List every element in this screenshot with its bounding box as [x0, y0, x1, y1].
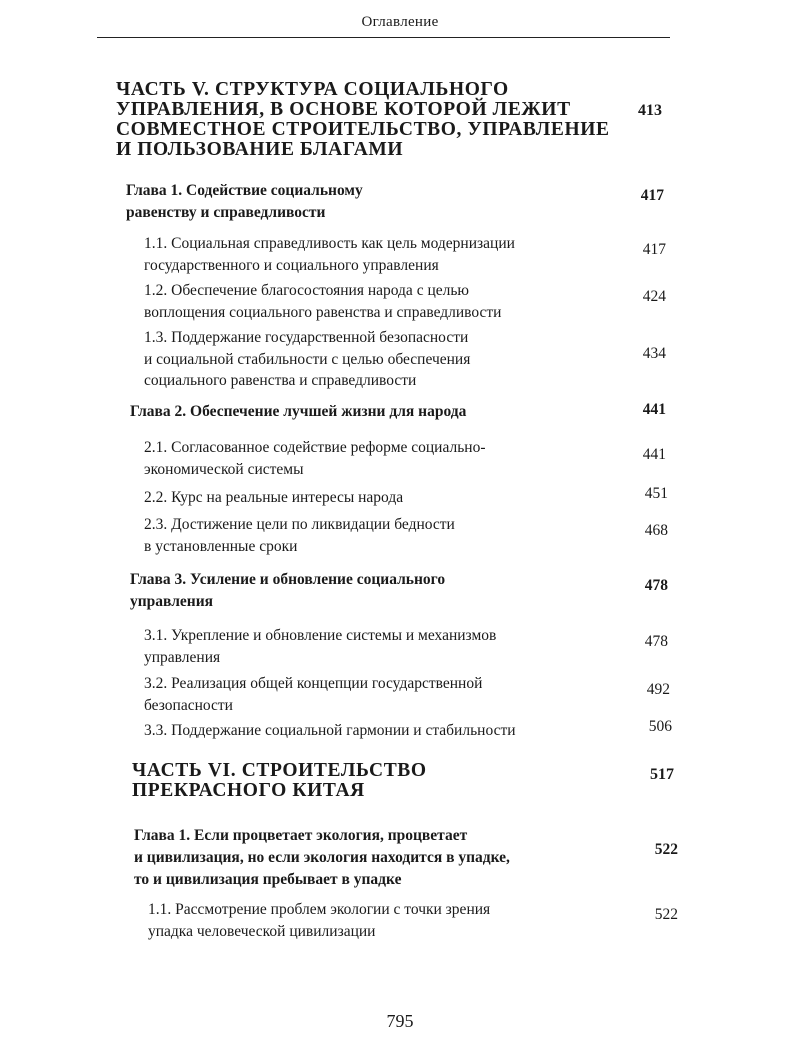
toc-title-line: то и цивилизация пребывает в упадке — [134, 871, 402, 888]
toc-page-number: 522 — [654, 906, 678, 923]
running-title: Оглавление — [361, 14, 439, 30]
toc-page-number: 441 — [642, 401, 666, 418]
toc-page-number: 517 — [650, 766, 674, 783]
toc-title-line: 3.2. Реализация общей концепции государственной — [144, 675, 483, 692]
page-number: 795 — [386, 1011, 414, 1031]
toc-title-line: 2.2. Курс на реальные интересы народа — [144, 489, 404, 506]
toc-title-line: и цивилизация, но если экология находится в упадке, — [134, 849, 510, 866]
header-rule — [97, 37, 670, 38]
toc-section-2-1[interactable] — [144, 437, 604, 480]
toc-part-6[interactable] — [132, 761, 592, 801]
toc-title-line: 2.1. Согласованное содействие реформе социально- — [144, 439, 486, 456]
toc-title-line: экономической системы — [144, 460, 304, 478]
toc-title-line: безопасности — [144, 696, 233, 714]
toc-title-line: 3.3. Поддержание социальной гармонии и стабильности — [144, 722, 516, 739]
toc-title-line: ЧАСТЬ V. СТРУКТУРА СОЦИАЛЬНОГО — [116, 79, 509, 100]
toc-page-number: 417 — [640, 187, 664, 204]
toc-title-line: Глава 1. Если процветает экология, процветает — [134, 827, 468, 844]
toc-page-number: 468 — [644, 522, 668, 539]
toc-title-line: 1.1. Рассмотрение проблем экологии с точки зрения — [148, 901, 491, 918]
toc-title-line: 3.1. Укрепление и обновление системы и механизмов — [144, 627, 497, 644]
toc-page-number: 424 — [642, 288, 666, 305]
toc-page-number: 413 — [638, 102, 662, 119]
toc-title-line: упадка человеческой цивилизации — [148, 922, 376, 940]
toc-title-line: Глава 1. Содействие социальному — [126, 182, 363, 199]
toc-section-3-3[interactable] — [144, 720, 614, 742]
toc-title-line: Глава 2. Обеспечение лучшей жизни для народа — [130, 403, 467, 420]
toc-chapter-5-1[interactable] — [126, 180, 596, 224]
toc-chapter-5-2[interactable] — [130, 401, 600, 423]
toc-title-line: УПРАВЛЕНИЯ, В ОСНОВЕ КОТОРОЙ ЛЕЖИТ — [116, 99, 571, 120]
toc-title-line: СОВМЕСТНОЕ СТРОИТЕЛЬСТВО, УПРАВЛЕНИЕ — [116, 119, 610, 140]
toc-title-line: ЧАСТЬ VI. СТРОИТЕЛЬСТВО — [132, 760, 427, 781]
toc-section-2-2[interactable] — [144, 487, 604, 509]
toc-section-1-2[interactable] — [144, 280, 604, 323]
toc-title-line: ПРЕКРАСНОГО КИТАЯ — [132, 780, 365, 801]
toc-chapter-5-3[interactable] — [130, 569, 600, 613]
toc-section-2-3[interactable] — [144, 514, 604, 557]
toc-page-number: 522 — [654, 841, 678, 858]
toc-page-number: 506 — [648, 718, 672, 735]
toc-title-line: равенству и справедливости — [126, 204, 326, 221]
toc-title-line: государственного и социального управления — [144, 256, 439, 274]
toc-section-6-1-1[interactable] — [148, 899, 608, 942]
toc-section-3-2[interactable] — [144, 673, 604, 716]
toc-title-line: И ПОЛЬЗОВАНИЕ БЛАГАМИ — [116, 139, 404, 160]
toc-chapter-6-1[interactable] — [134, 825, 614, 891]
toc-part-5[interactable] — [116, 80, 716, 160]
toc-page-number: 441 — [642, 446, 666, 463]
toc-page-number: 451 — [644, 485, 668, 502]
toc-title-line: 1.1. Социальная справедливость как цель модернизации — [144, 235, 515, 252]
toc-title-line: 1.2. Обеспечение благосостояния народа с целью — [144, 282, 470, 299]
toc-title-line: управления — [130, 593, 214, 610]
toc-title-line: Глава 3. Усиление и обновление социального — [130, 571, 446, 588]
toc-title-line: социального равенства и справедливости — [144, 372, 417, 389]
toc-section-3-1[interactable] — [144, 625, 604, 668]
toc-title-line: управления — [144, 648, 221, 666]
toc-page-number: 492 — [646, 681, 670, 698]
toc-title-line: 2.3. Достижение цели по ликвидации бедности — [144, 516, 455, 533]
toc-page-number: 478 — [644, 577, 668, 594]
toc-page-number: 417 — [642, 241, 666, 258]
toc-section-1-3[interactable] — [144, 327, 604, 392]
toc-title-line: и социальной стабильности с целью обеспечения — [144, 350, 471, 368]
toc-title-line: в установленные сроки — [144, 537, 298, 555]
toc-title-line: воплощения социального равенства и справедливости — [144, 303, 502, 321]
toc-page-number: 434 — [642, 345, 666, 362]
toc-title-line: 1.3. Поддержание государственной безопасности — [144, 329, 469, 346]
toc-page-number: 478 — [644, 633, 668, 650]
toc-section-1-1[interactable] — [144, 233, 604, 276]
